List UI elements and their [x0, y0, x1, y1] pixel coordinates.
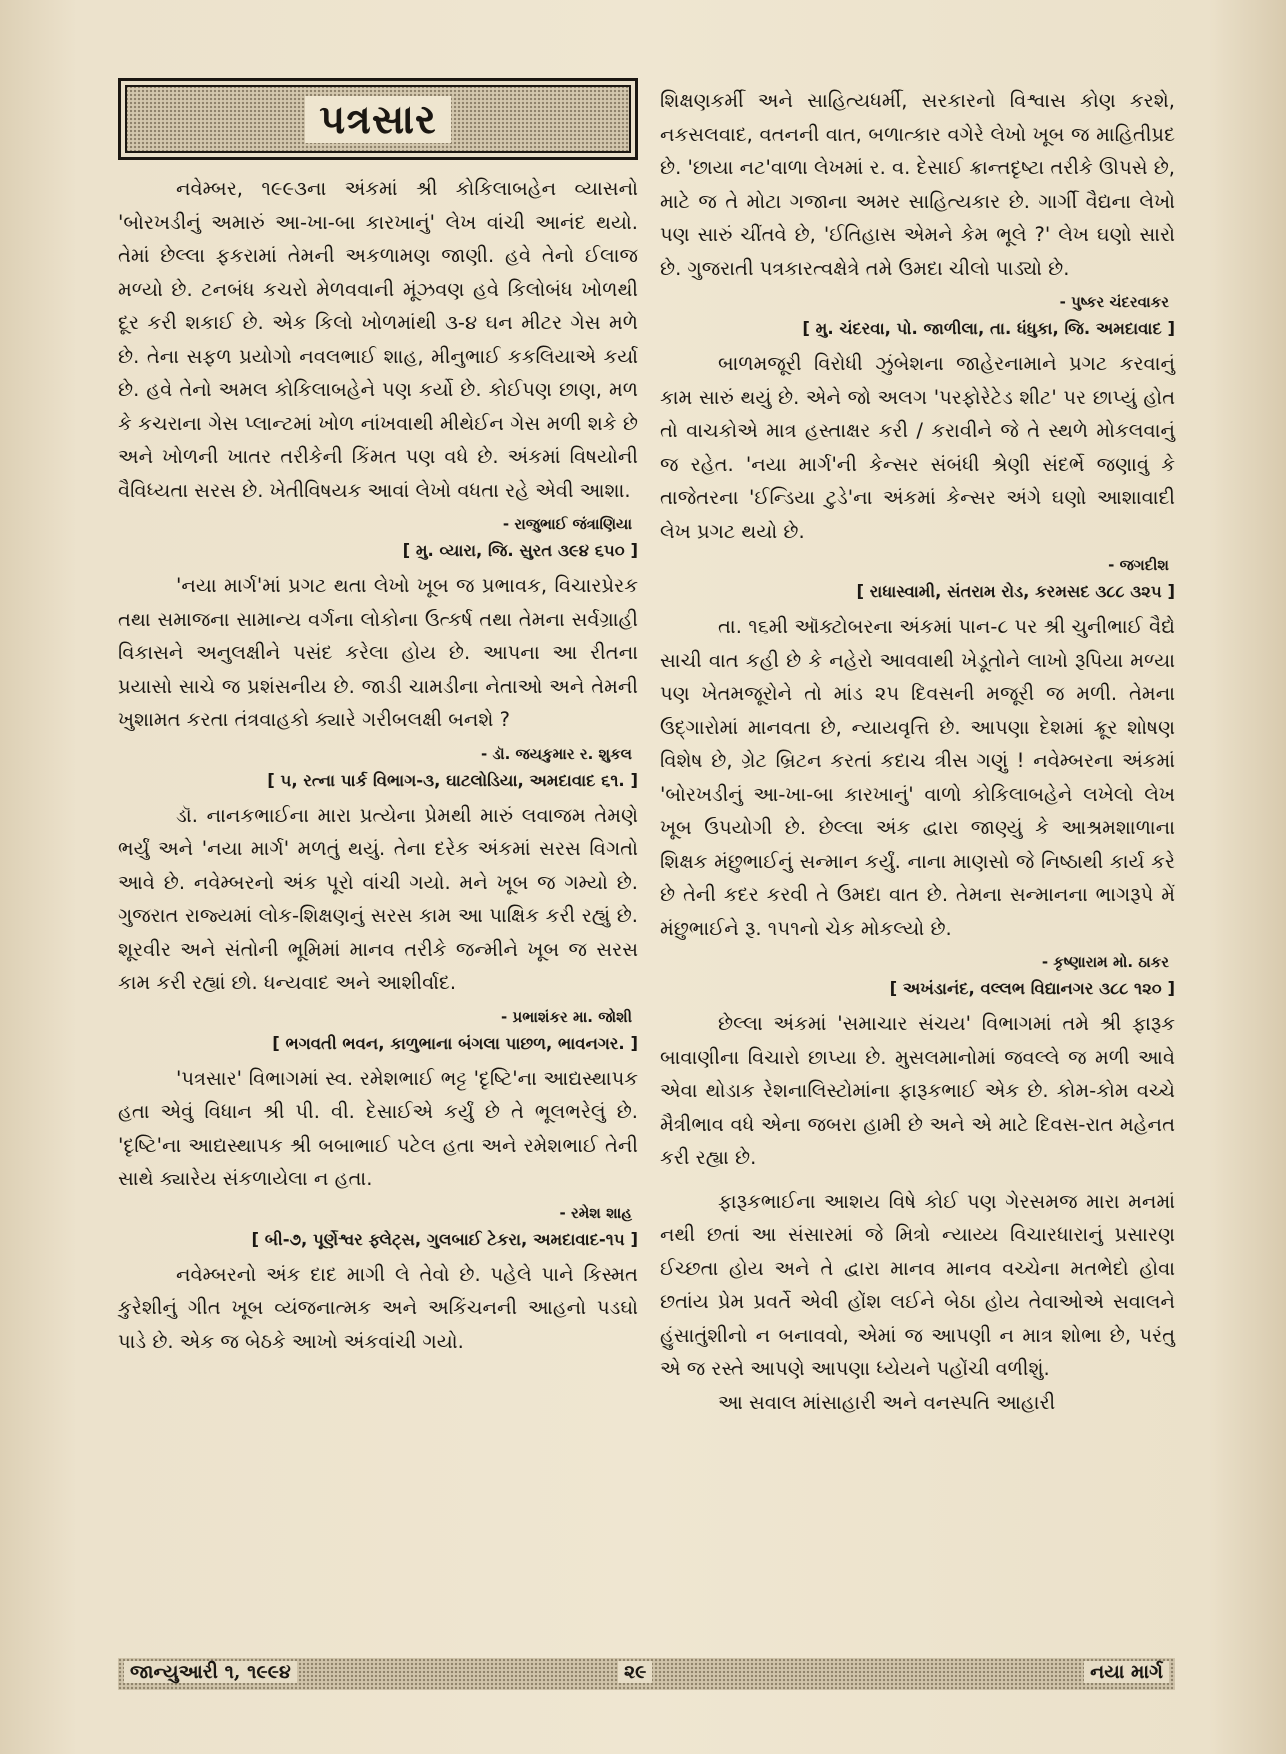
letter-paragraph: તા. ૧૬મી ઑક્ટોબરના અંકમાં પાન-૮ પર શ્રી ચુનીભાઈ વૈદ્યે સાચી વાત કહી છે કે નહેરો આવવાથી ખેડૂતોને લાખો રૂપિયા મળ્યા પણ ખેતમજૂરોને તો માંડ ૨૫ દિવસની મજૂરી જ મળી. તેમના ઉદ્ગારોમાં માનવતા છે, ન્યાયવૃત્તિ છે. આપણા દેશમાં ક્રૂર શોષણ વિશેષ છે, ગ્રેટ બ્રિટન કરતાં કદાચ ત્રીસ ગણું ! નવેમ્બરના અંકમાં 'બોરખડીનું આ-ખા-બા કારખાનું' વાળો કોકિલાબહેને લખેલો લેખ ખૂબ ઉપયોગી છે. છેલ્લા અંક દ્વારા જાણ્યું કે આશ્રમશાળાના શિક્ષક મંછુભાઈનું સન્માન કર્યું. નાના માણસો જે નિષ્ઠાથી કાર્ય કરે છે તેની કદર કરવી તે ઉમદા વાત છે. તેમના સન્માનના ભાગરૂપે મેં મંછુભાઈને રૂ. ૧૫૧નો ચેક મોકલ્યો છે.: [660, 615, 1175, 940]
letter-signature: - રાજુભાઈ જંત્રાણિયા: [502, 515, 632, 533]
section-title: પત્રસાર: [305, 96, 450, 143]
magazine-name: નયા માર્ગ: [1084, 1661, 1169, 1683]
letter-signature: - પ્રભાશંકર મા. જોશી: [501, 1007, 632, 1026]
letter-paragraph: ફારૂકભાઈના આશય વિષે કોઈ પણ ગેરસમજ મારા મનમાં નથી છતાં આ સંસારમાં જે મિત્રો ન્યાય્ય વિચારધારાનું પ્રસારણ ઈચ્છતા હોય અને તે દ્વારા માનવ માનવ વચ્ચેના મતભેદો હોવા છતાંય પ્રેમ પ્રવર્તે એવી હોંશ લઈને બેઠા હોય તેવાઓએ સવાલને હુંસાતુંશીનો ન બનાવવો, એમાં જ આપણી ન માત્ર શોભા છે, પરંતુ એ જ રસ્તે આપણે આપણા ધ્યેયને પહોંચી વળીશું.: [660, 1189, 1175, 1380]
letter-address: [ મુ. વ્યારા, જિ. સુરત ૩૯૪ ૬૫૦ ]: [402, 541, 638, 560]
section-header: [118, 78, 638, 160]
letter-address: [ બી-૭, પૂર્ણેશ્વર ફ્લેટ્સ, ગુલબાઈ ટેકરા, અમદાવાદ-૧૫ ]: [251, 1229, 638, 1249]
letter-address: [ ૫, રત્ના પાર્ક વિભાગ-૩, ઘાટલોડિયા, અમદાવાદ ૬૧. ]: [267, 770, 638, 790]
letter-paragraph: નવેમ્બરનો અંક દાદ માગી લે તેવો છે. પહેલે પાને કિસ્મત કુરેશીનું ગીત ખૂબ વ્યંજનાત્મક અને અકિંચનની આહનો પડઘો પાડે છે. એક જ બેઠકે આખો અંકવાંચી ગયો.: [118, 1262, 638, 1353]
letter-paragraph: 'નયા માર્ગ'માં પ્રગટ થતા લેખો ખૂબ જ પ્રભાવક, વિચારપ્રેરક તથા સમાજના સામાન્ય વર્ગના લોકોના ઉત્કર્ષ તથા તેમના સર્વગ્રાહી વિકાસને અનુલક્ષીને પસંદ કરેલા હોય છે. આપના આ રીતના પ્રયાસો સાચે જ પ્રશંસનીય છે. જાડી ચામડીના નેતાઓ અને તેમની ખુશામત કરતા તંત્રવાહકો ક્યારે ગરીબલક્ષી બનશે ?: [118, 574, 638, 731]
letter-paragraph: બાળમજૂરી વિરોધી ઝુંબેશના જાહેરનામાને પ્રગટ કરવાનું કામ સારું થયું છે. એને જો અલગ 'પરફોરેટેડ શીટ' પર છાપ્યું હોત તો વાચકોએ માત્ર હસ્તાક્ષર કરી / કરાવીને જે તે સ્થળે મોકલવાનું જ રહેત. 'નયા માર્ગ'ની કેન્સર સંબંધી શ્રેણી સંદર્ભે જણાવું કે તાજેતરના 'ઈન્ડિયા ટુડે'ના અંકમાં કેન્સર અંગે ઘણો આશાવાદી લેખ પ્રગટ થયો છે.: [660, 352, 1175, 543]
letter-paragraph: 'પત્રસાર' વિભાગમાં સ્વ. રમેશભાઈ ભટ્ટ 'દૃષ્ટિ'ના આદ્યસ્થાપક હતા એવું વિધાન શ્રી પી. વી. દેસાઈએ કર્યું છે તે ભૂલભરેલું છે. 'દૃષ્ટિ'ના આદ્યસ્થાપક શ્રી બબાભાઈ પટેલ હતા અને રમેશભાઈ તેની સાથે ક્યારેય સંકળાયેલા ન હતા.: [118, 1066, 638, 1190]
letter-address: [ ભગવતી ભવન, કાળુભાના બંગલા પાછળ, ભાવનગર. ]: [272, 1033, 638, 1053]
letter-signature: - પુષ્કર ચંદરવાકર: [1059, 293, 1169, 311]
letter-signature: - ડૉ. જયકુમાર ર. શુકલ: [481, 744, 632, 763]
letter-paragraph: આ સવાલ માંસાહારી અને વનસ્પતિ આહારી: [718, 1390, 1056, 1414]
letter-signature: - જગદીશ: [1108, 556, 1169, 574]
letter-paragraph: ડૉ. નાનકભાઈના મારા પ્રત્યેના પ્રેમથી મારું લવાજમ તેમણે ભર્યું અને 'નયા માર્ગ' મળતું થયું. તેના દરેક અંકમાં સરસ વિગતો આવે છે. નવેમ્બરનો અંક પૂરો વાંચી ગયો. મને ખૂબ જ ગમ્યો છે. ગુજરાત રાજ્યમાં લોક-શિક્ષણનું સરસ કામ આ પાક્ષિક કરી રહ્યું છે. શૂરવીર અને સંતોની ભૂમિમાં માનવ તરીકે જન્મીને ખૂબ જ સરસ કામ કરી રહ્યાં છો. ધન્યવાદ અને આશીર્વાદ.: [118, 803, 638, 994]
page-number: ૨૯: [618, 1661, 652, 1683]
letter-paragraph: શિક્ષણકર્મી અને સાહિત્યધર્મી, સરકારનો વિશ્વાસ કોણ કરશે, નકસલવાદ, વતનની વાત, બળાત્કાર વગેરે લેખો ખૂબ જ માહિતીપ્રદ છે. 'છાયા નટ'વાળા લેખમાં ર. વ. દેસાઈ ક્રાન્તદૃષ્ટા તરીકે ઊપસે છે, માટે જ તે મોટા ગજાના અમર સાહિત્યકાર છે. ગાર્ગી વૈદ્યના લેખો પણ સારું ચીંતવે છે, 'ઈતિહાસ એમને કેમ ભૂલે ?' લેખ ઘણો સારો છે. ગુજરાતી પત્રકારત્વક્ષેત્રે તમે ઉમદા ચીલો પાડ્યો છે.: [660, 89, 1175, 280]
letter-signature: - રમેશ શાહ: [559, 1203, 632, 1222]
page-footer: [118, 1658, 1175, 1690]
letter-address: [ મુ. ચંદરવા, પો. જાળીલા, તા. ધંધુકા, જિ. અમદાવાદ ]: [802, 319, 1175, 338]
letter-address: [ અખંડાનંદ, વલ્લભ વિદ્યાનગર ૩૮૮ ૧૨૦ ]: [889, 979, 1175, 998]
right-column: [660, 84, 1175, 1419]
letter-paragraph: નવેમ્બર, ૧૯૯૩ના અંકમાં શ્રી કોકિલાબહેન વ્યાસનો 'બોરખડીનું અમારું આ-ખા-બા કારખાનું' લેખ વાંચી આનંદ થયો. તેમાં છેલ્લા ફકરામાં તેમની અકળામણ જાણી. હવે તેનો ઈલાજ મળ્યો છે. ટનબંધ કચરો મેળવવાની મૂંઝવણ હવે કિલોબંધ ખોળથી દૂર કરી શકાઈ છે. એક કિલો ખોળમાંથી ૩-૪ ઘન મીટર ગેસ મળે છે. તેના સફળ પ્રયોગો નવલભાઈ શાહ, મીનુભાઈ કકલિયાએ કર્યા છે. હવે તેનો અમલ કોકિલાબહેને પણ કર્યો છે. કોઈપણ છાણ, મળ કે કચરાના ગેસ પ્લાન્ટમાં ખોળ નાંખવાથી મીથેઈન ગેસ મળી શકે છે અને ખોળની ખાતર તરીકેની કિંમત પણ વધે છે. અંકમાં વિષયોની વૈવિધ્યતા સરસ છે. ખેતીવિષયક આવાં લેખો વધતા રહે એવી આશા.: [118, 177, 638, 502]
left-column: [118, 78, 638, 1358]
letter-signature: - કૃષ્ણારામ મો. ઠાકર: [1041, 953, 1169, 971]
footer-date: જાન્યુઆરી ૧, ૧૯૯૪: [124, 1661, 297, 1683]
letter-address: [ રાધાસ્વામી, સંતરામ રોડ, કરમસદ ૩૮૮ ૩૨૫ ]: [856, 582, 1175, 601]
letter-paragraph: છેલ્લા અંકમાં 'સમાચાર સંચય' વિભાગમાં તમે શ્રી ફારૂક બાવાણીના વિચારો છાપ્યા છે. મુસલમાનોમાં જવલ્લે જ મળી આવે એવા થોડાક રેશનાલિસ્ટોમાંના ફારૂકભાઈ એક છે. કોમ-કોમ વચ્ચે મૈત્રીભાવ વધે એના જબરા હામી છે અને એ માટે દિવસ-રાત મહેનત કરી રહ્યા છે.: [660, 1012, 1175, 1169]
